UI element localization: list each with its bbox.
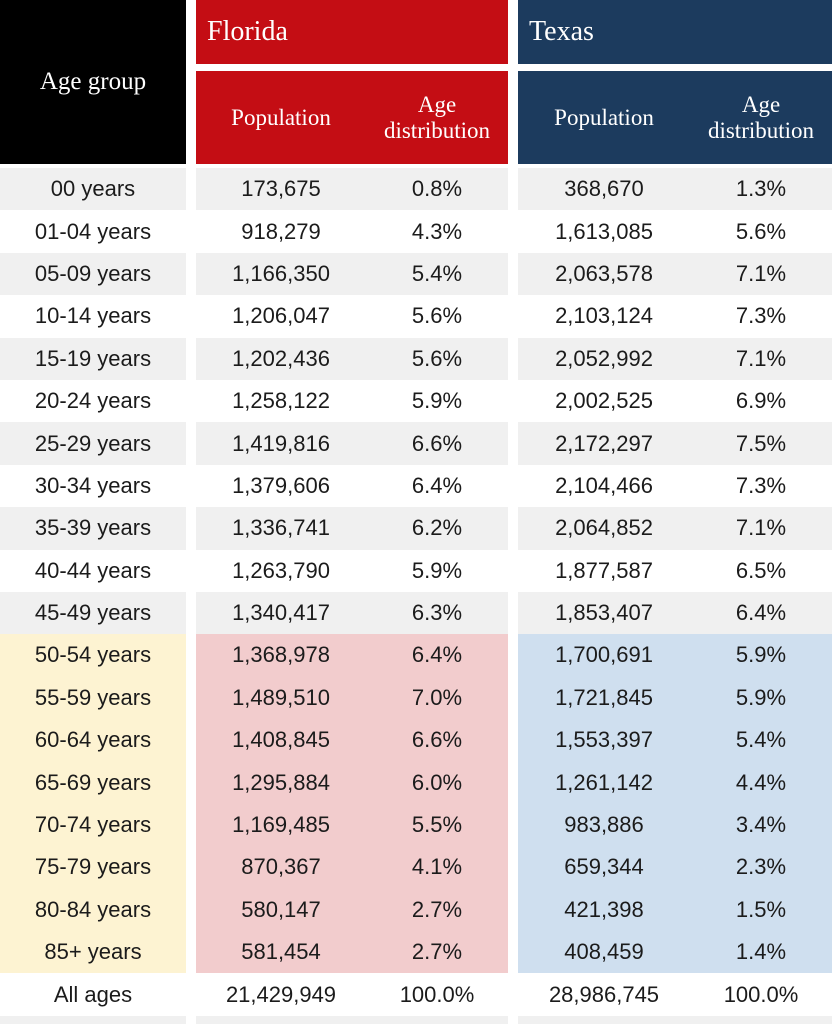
- column-gap: [508, 804, 518, 846]
- column-gap: [508, 931, 518, 973]
- florida-population-cell: 1,336,741: [196, 507, 366, 549]
- column-gap: [508, 465, 518, 507]
- column-gap: [508, 761, 518, 803]
- florida-percent-cell: 0.8%: [366, 168, 508, 210]
- texas-percent-cell: 5.4%: [690, 719, 832, 761]
- age-group-cell: 45-49 years: [0, 592, 186, 634]
- texas-percent-cell: 6.5%: [690, 550, 832, 592]
- column-gap: [508, 210, 518, 252]
- texas-population-cell: 408,459: [518, 931, 690, 973]
- texas-percent-cell: 5.9%: [690, 677, 832, 719]
- florida-population-cell: 870,367: [196, 846, 366, 888]
- florida-percent-cell: 6.6%: [366, 719, 508, 761]
- florida-percent-cell: 2.7%: [366, 889, 508, 931]
- florida-population-cell: 21,429,949: [196, 973, 366, 1015]
- florida-percent-cell: 6.4%: [366, 634, 508, 676]
- texas-percent-cell: 1.5%: [690, 889, 832, 931]
- texas-percent-cell: 6.9%: [690, 380, 832, 422]
- florida-population-cell: 580,147: [196, 889, 366, 931]
- column-gap: [186, 422, 196, 464]
- florida-percent-cell: 5.5%: [366, 804, 508, 846]
- column-gap: [508, 422, 518, 464]
- age-group-cell: 60-64 years: [0, 719, 186, 761]
- texas-percent-cell: 7.3%: [690, 295, 832, 337]
- age-group-cell: 30-34 years: [0, 465, 186, 507]
- texas-population-cell: 1,853,407: [518, 592, 690, 634]
- florida-population-cell: 918,279: [196, 210, 366, 252]
- texas-percent-cell: 3.4%: [690, 804, 832, 846]
- column-gap: [186, 973, 196, 1015]
- age-group-cell: 65-69 years: [0, 761, 186, 803]
- texas-subheader-cell: [518, 71, 832, 164]
- florida-population-cell: 1,295,884: [196, 761, 366, 803]
- florida-population-cell: 1,202,436: [196, 338, 366, 380]
- cutoff-cell: [518, 1016, 690, 1024]
- florida-population-cell: 1,263,790: [196, 550, 366, 592]
- florida-population-cell: 1,368,978: [196, 634, 366, 676]
- column-gap: [186, 507, 196, 549]
- florida-header-cell: [196, 0, 508, 64]
- texas-percent-cell: 1.4%: [690, 931, 832, 973]
- florida-percent-cell: 6.4%: [366, 465, 508, 507]
- florida-percent-cell: 100.0%: [366, 973, 508, 1015]
- florida-percent-cell: 6.3%: [366, 592, 508, 634]
- texas-age-distribution-header: Age distribution: [707, 91, 815, 143]
- texas-population-cell: 1,700,691: [518, 634, 690, 676]
- column-gap: [186, 846, 196, 888]
- column-gap: [508, 168, 518, 210]
- florida-population-cell: 1,206,047: [196, 295, 366, 337]
- florida-population-cell: 1,166,350: [196, 253, 366, 295]
- florida-percent-cell: 6.0%: [366, 761, 508, 803]
- cutoff-cell: [366, 1016, 508, 1024]
- age-group-cell: 00 years: [0, 168, 186, 210]
- texas-percent-cell: 100.0%: [690, 973, 832, 1015]
- texas-population-cell: 983,886: [518, 804, 690, 846]
- texas-population-cell: 368,670: [518, 168, 690, 210]
- texas-population-cell: 1,261,142: [518, 761, 690, 803]
- age-group-cell: 10-14 years: [0, 295, 186, 337]
- age-group-cell: 70-74 years: [0, 804, 186, 846]
- texas-percent-cell: 7.1%: [690, 338, 832, 380]
- column-gap: [508, 550, 518, 592]
- cutoff-row-sliver: [0, 1016, 832, 1024]
- column-gap: [186, 253, 196, 295]
- florida-population-cell: 581,454: [196, 931, 366, 973]
- column-gap: [186, 338, 196, 380]
- florida-population-cell: 1,258,122: [196, 380, 366, 422]
- florida-header-label: Florida: [207, 16, 288, 47]
- texas-percent-cell: 7.5%: [690, 422, 832, 464]
- texas-population-cell: 2,063,578: [518, 253, 690, 295]
- table-header: [0, 0, 832, 164]
- texas-population-cell: 28,986,745: [518, 973, 690, 1015]
- florida-population-cell: 1,340,417: [196, 592, 366, 634]
- florida-percent-cell: 4.3%: [366, 210, 508, 252]
- column-gap: [508, 634, 518, 676]
- texas-population-cell: 1,877,587: [518, 550, 690, 592]
- age-group-cell: 75-79 years: [0, 846, 186, 888]
- column-gap: [186, 550, 196, 592]
- texas-header-cell: [518, 0, 832, 64]
- age-group-header-cell: [0, 0, 186, 164]
- texas-population-header: Population: [554, 104, 654, 130]
- florida-percent-cell: 7.0%: [366, 677, 508, 719]
- column-gap: [186, 380, 196, 422]
- age-group-cell: 05-09 years: [0, 253, 186, 295]
- age-group-cell: 35-39 years: [0, 507, 186, 549]
- texas-population-cell: 659,344: [518, 846, 690, 888]
- column-gap: [508, 380, 518, 422]
- texas-population-cell: 1,721,845: [518, 677, 690, 719]
- column-gap: [508, 338, 518, 380]
- texas-population-cell: 2,002,525: [518, 380, 690, 422]
- florida-percent-cell: 4.1%: [366, 846, 508, 888]
- age-group-cell: 15-19 years: [0, 338, 186, 380]
- texas-percent-cell: 7.1%: [690, 253, 832, 295]
- texas-percent-cell: 6.4%: [690, 592, 832, 634]
- cutoff-cell: [0, 1016, 186, 1024]
- texas-percent-cell: 5.6%: [690, 210, 832, 252]
- florida-subheader-cell: [196, 71, 508, 164]
- column-gap: [508, 592, 518, 634]
- florida-population-header: Population: [231, 104, 331, 130]
- age-group-cell: All ages: [0, 973, 186, 1015]
- column-gap: [186, 719, 196, 761]
- florida-percent-cell: 2.7%: [366, 931, 508, 973]
- texas-percent-cell: 7.1%: [690, 507, 832, 549]
- texas-population-cell: 2,104,466: [518, 465, 690, 507]
- column-gap: [186, 210, 196, 252]
- florida-population-cell: 1,408,845: [196, 719, 366, 761]
- texas-population-cell: 1,553,397: [518, 719, 690, 761]
- column-gap: [508, 253, 518, 295]
- florida-percent-cell: 5.6%: [366, 295, 508, 337]
- column-gap: [186, 634, 196, 676]
- column-gap: [508, 507, 518, 549]
- column-gap: [186, 761, 196, 803]
- texas-percent-cell: 4.4%: [690, 761, 832, 803]
- column-gap: [508, 973, 518, 1015]
- texas-population-cell: 1,613,085: [518, 210, 690, 252]
- age-group-cell: 20-24 years: [0, 380, 186, 422]
- column-gap: [186, 1016, 196, 1024]
- table-body: [0, 168, 832, 1016]
- texas-header-label: Texas: [529, 16, 594, 47]
- age-group-cell: 40-44 years: [0, 550, 186, 592]
- age-group-cell: 85+ years: [0, 931, 186, 973]
- florida-percent-cell: 6.2%: [366, 507, 508, 549]
- column-gap: [508, 846, 518, 888]
- column-gap: [186, 592, 196, 634]
- florida-population-cell: 1,379,606: [196, 465, 366, 507]
- florida-percent-cell: 6.6%: [366, 422, 508, 464]
- column-gap: [508, 719, 518, 761]
- age-group-cell: 50-54 years: [0, 634, 186, 676]
- florida-percent-cell: 5.9%: [366, 380, 508, 422]
- florida-percent-cell: 5.6%: [366, 338, 508, 380]
- column-gap: [508, 295, 518, 337]
- column-gap: [186, 465, 196, 507]
- column-gap: [508, 1016, 518, 1024]
- age-group-cell: 25-29 years: [0, 422, 186, 464]
- texas-percent-cell: 5.9%: [690, 634, 832, 676]
- florida-population-cell: 1,419,816: [196, 422, 366, 464]
- column-gap: [186, 931, 196, 973]
- florida-percent-cell: 5.4%: [366, 253, 508, 295]
- column-gap: [186, 889, 196, 931]
- florida-age-distribution-header: Age distribution: [383, 91, 491, 143]
- column-gap: [186, 168, 196, 210]
- texas-population-cell: 2,052,992: [518, 338, 690, 380]
- cutoff-cell: [690, 1016, 832, 1024]
- age-group-cell: 55-59 years: [0, 677, 186, 719]
- texas-percent-cell: 1.3%: [690, 168, 832, 210]
- age-group-cell: 01-04 years: [0, 210, 186, 252]
- column-gap: [508, 889, 518, 931]
- texas-population-cell: 2,103,124: [518, 295, 690, 337]
- column-gap: [186, 295, 196, 337]
- age-group-cell: 80-84 years: [0, 889, 186, 931]
- texas-population-cell: 2,172,297: [518, 422, 690, 464]
- texas-population-cell: 421,398: [518, 889, 690, 931]
- florida-population-cell: 173,675: [196, 168, 366, 210]
- age-group-header-label: Age group: [39, 68, 147, 95]
- texas-percent-cell: 7.3%: [690, 465, 832, 507]
- texas-population-cell: 2,064,852: [518, 507, 690, 549]
- florida-percent-cell: 5.9%: [366, 550, 508, 592]
- column-gap: [186, 677, 196, 719]
- florida-population-cell: 1,489,510: [196, 677, 366, 719]
- column-gap: [186, 804, 196, 846]
- cutoff-cell: [196, 1016, 366, 1024]
- texas-percent-cell: 2.3%: [690, 846, 832, 888]
- florida-population-cell: 1,169,485: [196, 804, 366, 846]
- column-gap: [508, 677, 518, 719]
